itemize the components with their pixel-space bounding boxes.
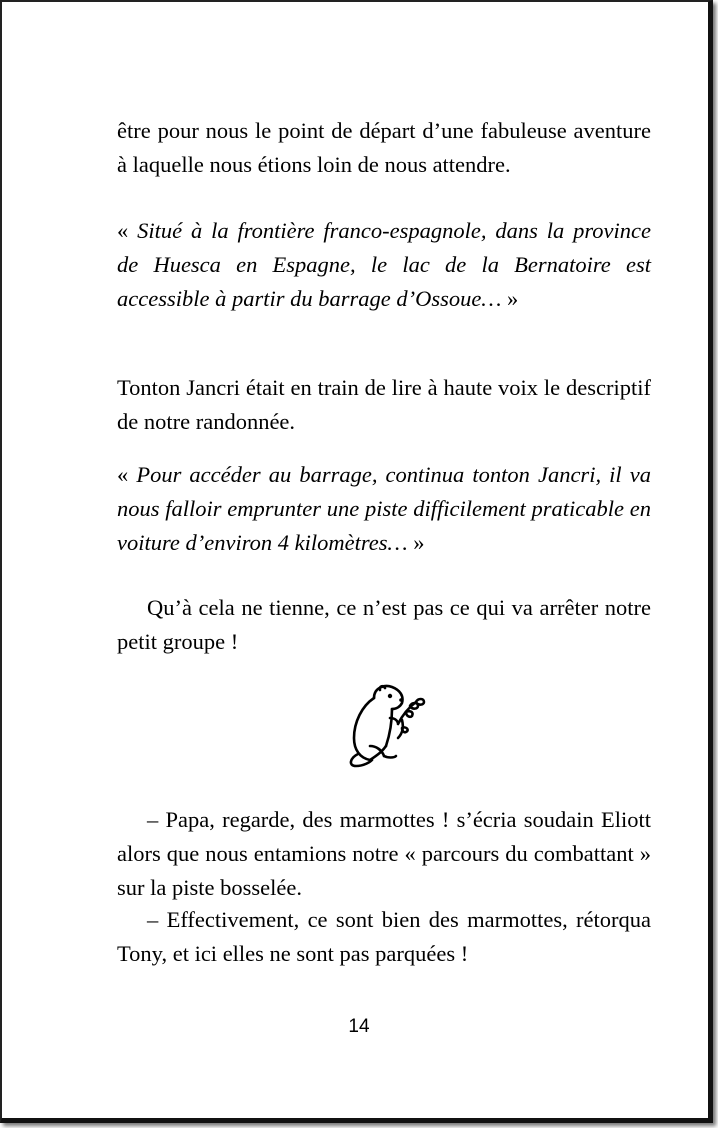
- quote-paragraph-barrage: [117, 458, 651, 560]
- quote-text: Pour accéder au barrage, continua tonton Jancri, il va nous falloir emprunter une piste difficilement praticable en voiture d’environ 4 kilomètres…: [117, 462, 651, 555]
- paragraph-1: être pour nous le point de départ d’une fabuleuse aventure à laquelle nous étions loin de nous attendre.: [117, 118, 651, 177]
- paragraph-7-text: – Effectivement, ce sont bien des marmottes, rétorqua Tony, et ici elles ne sont pas parquées !: [117, 907, 651, 966]
- paragraph-7: [117, 903, 651, 971]
- marmot-with-flower-icon: [340, 676, 430, 772]
- quote-text: Situé à la frontière franco-espagnole, dans la province de Huesca en Espagne, le lac de la Bernatoire est accessible à partir du barrage d’Ossoue…: [117, 218, 651, 311]
- paragraph-3: Tonton Jancri était en train de lire à haute voix le descriptif de notre randonnée.: [117, 375, 651, 434]
- quote-open: «: [117, 218, 138, 243]
- quote-close: »: [413, 530, 425, 555]
- paragraph-6: – Papa, regarde, des marmottes ! s’écria soudain Eliott alors que nous entamions notre « parcours du combattant » sur la piste bosselée.: [117, 807, 651, 900]
- quote-open: «: [117, 462, 137, 487]
- quote-paragraph-lac-bernatoire: [117, 214, 651, 316]
- page-number: 14: [348, 1016, 370, 1037]
- quote-close: »: [506, 286, 519, 311]
- paragraph-5: Qu’à cela ne tienne, ce n’est pas ce qui va arrêter notre petit groupe !: [117, 595, 651, 654]
